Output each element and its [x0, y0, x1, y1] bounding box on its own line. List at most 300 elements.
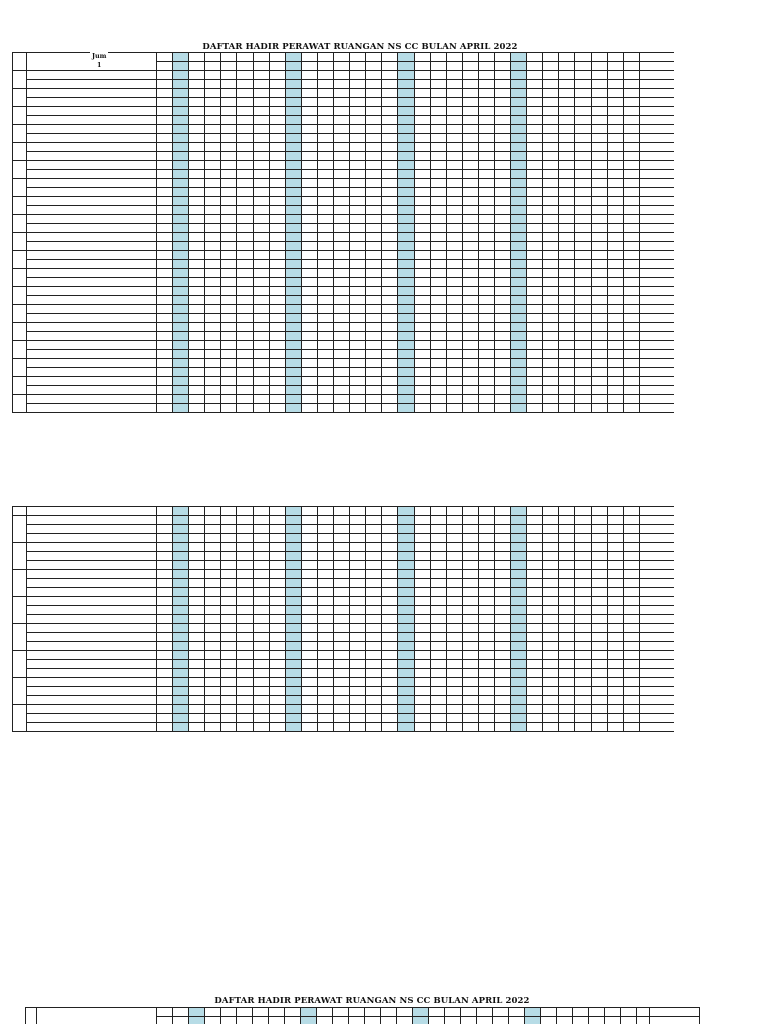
header-day	[511, 53, 527, 62]
attendance-cell	[446, 368, 462, 377]
header-date	[285, 62, 301, 71]
attendance-cell	[543, 588, 559, 597]
attendance-cell	[301, 534, 317, 543]
ket-cell	[639, 570, 674, 579]
attendance-cell	[253, 305, 269, 314]
attendance-cell	[350, 687, 366, 696]
attendance-cell	[269, 116, 285, 125]
attendance-cell	[591, 170, 607, 179]
attendance-cell	[366, 633, 382, 642]
attendance-cell	[237, 507, 253, 516]
header-date	[509, 1017, 525, 1024]
ket-cell	[639, 525, 674, 534]
attendance-cell	[398, 570, 414, 579]
attendance-cell	[382, 624, 398, 633]
attendance-cell	[591, 179, 607, 188]
header-day	[429, 1008, 445, 1017]
attendance-cell	[189, 107, 205, 116]
attendance-cell	[623, 350, 639, 359]
ket-cell	[639, 660, 674, 669]
attendance-cell	[543, 687, 559, 696]
attendance-cell	[221, 179, 237, 188]
attendance-cell	[285, 597, 301, 606]
attendance-cell	[253, 287, 269, 296]
attendance-cell	[285, 107, 301, 116]
attendance-cell	[607, 233, 623, 242]
attendance-cell	[205, 260, 221, 269]
table-row	[13, 305, 675, 314]
attendance-cell	[173, 350, 189, 359]
header-day	[541, 1008, 557, 1017]
header-date	[237, 62, 253, 71]
attendance-cell	[301, 197, 317, 206]
attendance-cell	[511, 134, 527, 143]
header-day	[382, 53, 398, 62]
attendance-cell	[430, 125, 446, 134]
attendance-cell	[559, 161, 575, 170]
attendance-cell	[350, 89, 366, 98]
header-day	[205, 1008, 221, 1017]
attendance-cell	[157, 579, 173, 588]
attendance-cell	[623, 377, 639, 386]
attendance-cell	[173, 660, 189, 669]
attendance-cell	[237, 188, 253, 197]
attendance-cell	[414, 516, 430, 525]
attendance-cell	[430, 507, 446, 516]
attendance-cell	[494, 633, 510, 642]
ket-cell	[639, 215, 674, 224]
attendance-cell	[269, 80, 285, 89]
attendance-cell	[285, 296, 301, 305]
attendance-cell	[414, 125, 430, 134]
header-day	[461, 1008, 477, 1017]
attendance-cell	[575, 80, 591, 89]
attendance-cell	[575, 242, 591, 251]
attendance-cell	[591, 561, 607, 570]
attendance-cell	[366, 642, 382, 651]
attendance-cell	[269, 696, 285, 705]
attendance-cell	[511, 152, 527, 161]
attendance-cell	[494, 651, 510, 660]
attendance-cell	[205, 714, 221, 723]
attendance-cell	[334, 552, 350, 561]
header-day	[446, 53, 462, 62]
attendance-cell	[591, 507, 607, 516]
attendance-cell	[446, 561, 462, 570]
attendance-cell	[157, 534, 173, 543]
header-row-days	[26, 1008, 700, 1017]
row-number	[13, 251, 27, 269]
attendance-cell	[237, 624, 253, 633]
attendance-cell	[414, 188, 430, 197]
attendance-cell	[623, 705, 639, 714]
attendance-cell	[446, 152, 462, 161]
attendance-cell	[317, 669, 333, 678]
attendance-cell	[366, 233, 382, 242]
attendance-cell	[317, 260, 333, 269]
attendance-cell	[350, 516, 366, 525]
attendance-cell	[494, 170, 510, 179]
attendance-cell	[511, 215, 527, 224]
attendance-cell	[366, 543, 382, 552]
attendance-cell	[334, 71, 350, 80]
attendance-cell	[253, 98, 269, 107]
attendance-cell	[494, 341, 510, 350]
attendance-cell	[591, 525, 607, 534]
attendance-cell	[591, 642, 607, 651]
attendance-cell	[575, 651, 591, 660]
attendance-cell	[350, 125, 366, 134]
header-day	[397, 1008, 413, 1017]
attendance-cell	[221, 224, 237, 233]
attendance-cell	[334, 287, 350, 296]
attendance-cell	[382, 170, 398, 179]
table-row	[13, 116, 675, 125]
attendance-cell	[414, 651, 430, 660]
attendance-cell	[189, 561, 205, 570]
attendance-cell	[253, 251, 269, 260]
paraf-label	[27, 642, 157, 651]
name-blank	[27, 579, 157, 588]
attendance-cell	[511, 606, 527, 615]
attendance-cell	[575, 224, 591, 233]
attendance-cell	[462, 242, 478, 251]
attendance-cell	[559, 570, 575, 579]
attendance-cell	[559, 696, 575, 705]
attendance-cell	[350, 305, 366, 314]
attendance-cell	[253, 633, 269, 642]
table-row	[13, 188, 675, 197]
attendance-cell	[205, 161, 221, 170]
attendance-cell	[285, 71, 301, 80]
attendance-cell	[607, 296, 623, 305]
ket-cell	[639, 386, 674, 395]
attendance-cell	[623, 386, 639, 395]
attendance-cell	[237, 89, 253, 98]
attendance-cell	[430, 323, 446, 332]
attendance-cell	[575, 579, 591, 588]
attendance-cell	[527, 597, 543, 606]
attendance-cell	[494, 606, 510, 615]
attendance-cell	[334, 732, 350, 733]
attendance-cell	[511, 323, 527, 332]
attendance-cell	[301, 386, 317, 395]
attendance-cell	[591, 314, 607, 323]
attendance-cell	[623, 395, 639, 404]
attendance-cell	[366, 660, 382, 669]
attendance-cell	[317, 296, 333, 305]
attendance-cell	[591, 341, 607, 350]
attendance-cell	[414, 305, 430, 314]
nurse-name	[27, 107, 157, 116]
attendance-cell	[559, 332, 575, 341]
attendance-cell	[317, 341, 333, 350]
attendance-cell	[446, 404, 462, 413]
attendance-cell	[575, 332, 591, 341]
attendance-cell	[221, 368, 237, 377]
ket-cell	[639, 615, 674, 624]
attendance-cell	[446, 516, 462, 525]
attendance-cell	[559, 660, 575, 669]
attendance-cell	[317, 552, 333, 561]
attendance-cell	[157, 260, 173, 269]
attendance-cell	[382, 570, 398, 579]
attendance-cell	[269, 395, 285, 404]
attendance-cell	[623, 233, 639, 242]
attendance-cell	[189, 395, 205, 404]
attendance-cell	[414, 543, 430, 552]
attendance-cell	[382, 732, 398, 733]
header-day	[494, 53, 510, 62]
attendance-cell	[366, 206, 382, 215]
ket-cell	[639, 323, 674, 332]
attendance-cell	[511, 579, 527, 588]
attendance-cell	[494, 314, 510, 323]
attendance-cell	[350, 170, 366, 179]
attendance-cell	[253, 350, 269, 359]
attendance-cell	[511, 723, 527, 732]
attendance-cell	[623, 597, 639, 606]
attendance-cell	[559, 251, 575, 260]
attendance-cell	[237, 296, 253, 305]
attendance-cell	[301, 723, 317, 732]
name-blank	[27, 714, 157, 723]
attendance-cell	[607, 170, 623, 179]
attendance-cell	[157, 89, 173, 98]
attendance-cell	[173, 723, 189, 732]
header-day	[462, 53, 478, 62]
header-day	[285, 53, 301, 62]
attendance-cell	[237, 606, 253, 615]
table-row	[13, 296, 675, 305]
attendance-cell	[350, 723, 366, 732]
attendance-cell	[253, 597, 269, 606]
attendance-cell	[607, 588, 623, 597]
header-date	[173, 62, 189, 71]
attendance-cell	[221, 386, 237, 395]
attendance-cell	[350, 188, 366, 197]
attendance-cell	[478, 323, 494, 332]
attendance-cell	[350, 386, 366, 395]
attendance-cell	[494, 579, 510, 588]
attendance-cell	[285, 588, 301, 597]
attendance-cell	[301, 359, 317, 368]
attendance-cell	[511, 206, 527, 215]
nurse-name	[27, 287, 157, 296]
paraf-label	[27, 98, 157, 107]
attendance-cell	[173, 170, 189, 179]
attendance-cell	[494, 332, 510, 341]
attendance-cell	[398, 552, 414, 561]
attendance-cell	[494, 197, 510, 206]
attendance-cell	[253, 197, 269, 206]
attendance-cell	[462, 597, 478, 606]
table-row	[13, 224, 675, 233]
attendance-cell	[221, 71, 237, 80]
attendance-cell	[559, 678, 575, 687]
attendance-cell	[462, 269, 478, 278]
attendance-cell	[398, 260, 414, 269]
attendance-cell	[366, 143, 382, 152]
attendance-cell	[173, 323, 189, 332]
paraf-label	[27, 669, 157, 678]
row-number	[13, 516, 27, 543]
attendance-cell	[173, 687, 189, 696]
attendance-cell	[382, 197, 398, 206]
attendance-cell	[301, 161, 317, 170]
attendance-cell	[301, 368, 317, 377]
attendance-cell	[334, 516, 350, 525]
attendance-cell	[462, 543, 478, 552]
attendance-cell	[527, 377, 543, 386]
attendance-cell	[623, 714, 639, 723]
header-day	[157, 1008, 173, 1017]
attendance-cell	[494, 305, 510, 314]
attendance-cell	[301, 633, 317, 642]
attendance-cell	[623, 215, 639, 224]
attendance-cell	[511, 368, 527, 377]
header-day	[350, 53, 366, 62]
attendance-cell	[189, 314, 205, 323]
attendance-cell	[269, 296, 285, 305]
attendance-cell	[591, 552, 607, 561]
attendance-cell	[221, 323, 237, 332]
header-day	[413, 1008, 429, 1017]
attendance-cell	[285, 125, 301, 134]
attendance-cell	[221, 98, 237, 107]
attendance-cell	[253, 134, 269, 143]
attendance-cell	[446, 588, 462, 597]
attendance-cell	[591, 606, 607, 615]
attendance-cell	[462, 507, 478, 516]
table-row	[13, 107, 675, 116]
attendance-cell	[575, 188, 591, 197]
attendance-cell	[623, 143, 639, 152]
attendance-cell	[623, 651, 639, 660]
attendance-cell	[414, 669, 430, 678]
attendance-cell	[317, 543, 333, 552]
attendance-cell	[511, 525, 527, 534]
attendance-cell	[462, 642, 478, 651]
attendance-cell	[607, 368, 623, 377]
attendance-cell	[382, 561, 398, 570]
attendance-cell	[350, 260, 366, 269]
attendance-cell	[575, 152, 591, 161]
attendance-cell	[253, 215, 269, 224]
attendance-cell	[543, 107, 559, 116]
header-blank	[623, 62, 639, 71]
header-date	[253, 1017, 269, 1024]
attendance-cell	[205, 606, 221, 615]
attendance-cell	[173, 368, 189, 377]
attendance-cell	[398, 80, 414, 89]
name-blank	[27, 687, 157, 696]
row-number	[13, 570, 27, 597]
attendance-cell	[382, 179, 398, 188]
table-row	[13, 696, 675, 705]
attendance-cell	[430, 651, 446, 660]
attendance-cell	[317, 615, 333, 624]
attendance-cell	[591, 233, 607, 242]
attendance-cell	[414, 71, 430, 80]
attendance-cell	[205, 224, 221, 233]
attendance-cell	[237, 395, 253, 404]
attendance-cell	[269, 314, 285, 323]
attendance-cell	[607, 687, 623, 696]
attendance-cell	[430, 71, 446, 80]
attendance-cell	[446, 543, 462, 552]
attendance-cell	[462, 188, 478, 197]
attendance-cell	[285, 188, 301, 197]
attendance-cell	[237, 206, 253, 215]
ket-cell	[639, 723, 674, 732]
attendance-cell	[623, 80, 639, 89]
attendance-cell	[398, 179, 414, 188]
attendance-cell	[543, 516, 559, 525]
attendance-cell	[430, 525, 446, 534]
attendance-cell	[382, 116, 398, 125]
attendance-cell	[189, 224, 205, 233]
attendance-cell	[173, 197, 189, 206]
nurse-name	[27, 732, 157, 733]
attendance-cell	[221, 570, 237, 579]
attendance-cell	[205, 89, 221, 98]
ket-cell	[639, 579, 674, 588]
header-day	[525, 1008, 541, 1017]
attendance-cell	[543, 278, 559, 287]
attendance-cell	[462, 561, 478, 570]
attendance-cell	[462, 660, 478, 669]
attendance-cell	[462, 170, 478, 179]
header-day	[445, 1008, 461, 1017]
attendance-cell	[494, 224, 510, 233]
row-number	[13, 197, 27, 215]
attendance-cell	[350, 179, 366, 188]
attendance-cell	[253, 332, 269, 341]
attendance-cell	[478, 597, 494, 606]
attendance-cell	[350, 323, 366, 332]
attendance-cell	[559, 269, 575, 278]
header-date	[157, 62, 173, 71]
attendance-cell	[189, 125, 205, 134]
attendance-cell	[157, 323, 173, 332]
attendance-cell	[221, 696, 237, 705]
row-number	[13, 233, 27, 251]
attendance-cell	[623, 260, 639, 269]
attendance-table-page2	[12, 506, 674, 732]
attendance-cell	[511, 359, 527, 368]
paraf-label	[27, 134, 157, 143]
attendance-cell	[285, 116, 301, 125]
attendance-cell	[623, 615, 639, 624]
attendance-cell	[398, 71, 414, 80]
nurse-name	[27, 233, 157, 242]
attendance-cell	[221, 278, 237, 287]
attendance-cell	[350, 714, 366, 723]
attendance-cell	[157, 696, 173, 705]
attendance-cell	[237, 341, 253, 350]
attendance-cell	[543, 359, 559, 368]
attendance-cell	[189, 98, 205, 107]
attendance-cell	[446, 507, 462, 516]
table-row	[13, 597, 675, 606]
attendance-cell	[334, 197, 350, 206]
attendance-cell	[221, 116, 237, 125]
attendance-cell	[511, 107, 527, 116]
header-date	[429, 1017, 445, 1024]
attendance-cell	[575, 323, 591, 332]
attendance-cell	[398, 341, 414, 350]
